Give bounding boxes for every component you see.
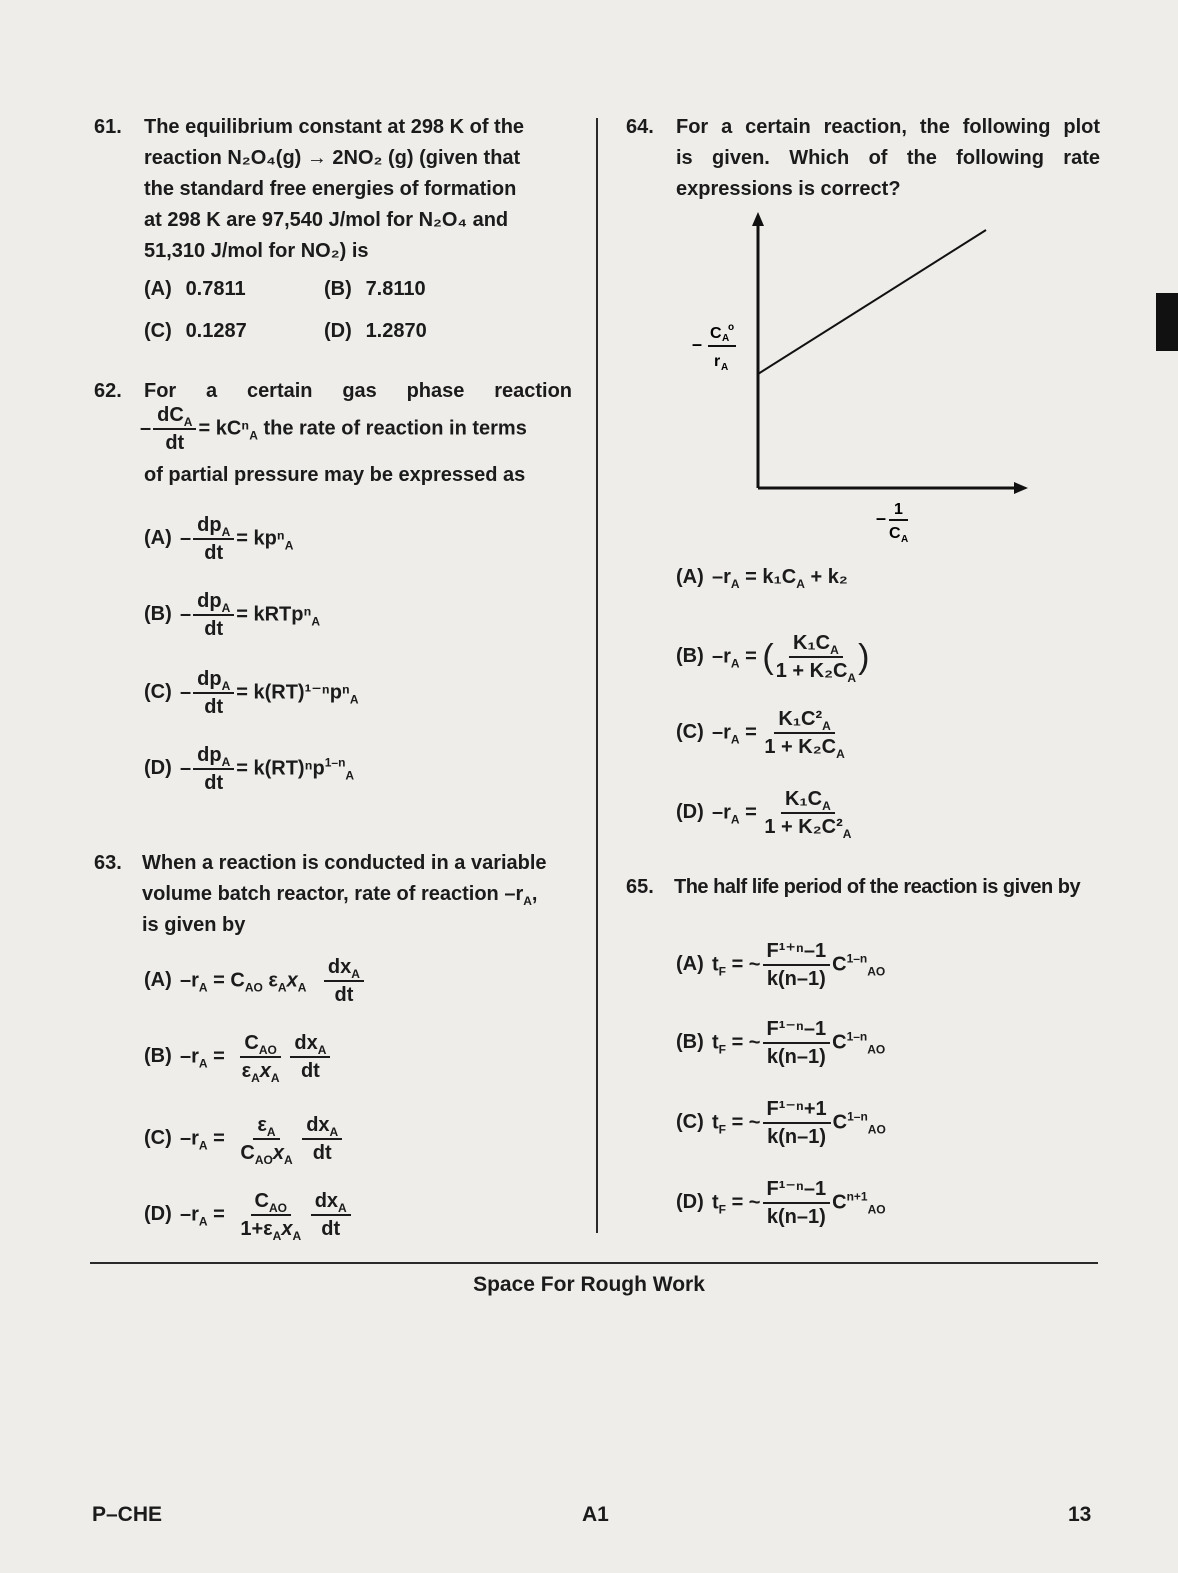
option-label: (A) (144, 278, 172, 300)
question-number: 65. (626, 876, 654, 898)
question-text (142, 848, 570, 941)
x-axis-label-den: C (889, 525, 901, 542)
option-a[interactable]: (A) $-r_A = k_1C_A + k_2$ (676, 566, 848, 591)
option-value: 7.8110 (365, 278, 426, 300)
question-text (144, 112, 572, 267)
question-line: When a reaction is conducted in a variable (142, 852, 547, 874)
option-d[interactable]: (D) $t_F$ = ~ $\frac{\text{F¹⁻ⁿ–1}}{k(n-1)}$ $C^{n+1}_{AO}$ (676, 1178, 886, 1228)
question-line: For a certain reaction, the following plot (676, 116, 1100, 138)
option-value: 1.2870 (365, 320, 427, 342)
option-c[interactable]: (C) $-r_A$ = $\frac{K_1C^2_A}{1 + K_2C_A}$ (676, 708, 845, 761)
question-text (676, 112, 1100, 205)
option-b[interactable]: (B) $-r_A$ = ( $\frac{K_1C_A}{1 + K_2C_A}$ ) (676, 632, 870, 685)
svg-text:A: A (722, 333, 730, 344)
option-d[interactable] (324, 316, 427, 347)
question-line: at 298 K are 97,540 J/mol for N₂O₄ and (144, 209, 509, 231)
question-line: volume batch reactor, rate of reaction $-r_A$, (142, 883, 538, 908)
rough-work-divider (90, 1262, 1098, 1264)
question-number: 63. (94, 852, 122, 874)
option-c[interactable]: (C) – $\frac{dp_A}{dt}$ = k(RT)¹⁻ⁿpⁿ$_A$ (144, 668, 359, 718)
question-line: of partial pressure may be expressed as (144, 464, 526, 486)
y-axis-label-den: r (714, 353, 721, 370)
svg-text:–: – (692, 334, 703, 354)
question-line: the standard free energies of formation (144, 178, 517, 200)
rough-work-heading: Space For Rough Work (473, 1273, 705, 1296)
option-label: (D) (324, 320, 352, 342)
rate-fraction: $\frac{dC_A}{dt}$ (153, 404, 196, 454)
rate-plot (686, 208, 1106, 553)
option-b[interactable]: (B) $-r_A$ = $\frac{C_{AO}}{\varepsilon_Ax_A}$ $\frac{dx_A}{dt}$ (144, 1032, 332, 1082)
option-a[interactable] (144, 274, 246, 305)
option-a[interactable]: (A) $-r_A = C_{AO}$ $\varepsilon_Ax_A$ $\frac{dx_A}{dt}$ (144, 956, 366, 1006)
option-label: (C) (144, 320, 172, 342)
svg-text:o: o (728, 322, 735, 333)
paper-code: P–CHE (92, 1503, 163, 1526)
page-edge-tab (1156, 293, 1178, 351)
question-number: 62. (94, 380, 122, 402)
option-b[interactable] (324, 274, 426, 305)
question-line: The equilibrium constant at 298 K of the (144, 116, 525, 138)
y-axis-arrow-icon (752, 212, 764, 226)
option-d[interactable]: (D) – $\frac{dp_A}{dt}$ = k(RT)ⁿp$^{1-n}_A$ (144, 744, 355, 794)
svg-text:–: – (876, 508, 887, 528)
x-axis-label-num: 1 (894, 501, 903, 518)
question-line: is given by (142, 914, 246, 936)
option-a[interactable]: (A) $t_F$ = ~ $\frac{\text{F¹⁺ⁿ–1}}{k(n-1)}$ $C^{1-n}_{AO}$ (676, 940, 886, 990)
question-line: expressions is correct? (676, 178, 901, 200)
question-text: The half life period of the reaction is given by (674, 876, 1081, 898)
column-divider (596, 118, 598, 1233)
series-code: A1 (582, 1503, 609, 1526)
option-label: (B) (324, 278, 352, 300)
question-line: reaction N₂O₄(g) → 2NO₂ (g) (given that (144, 147, 521, 169)
option-c[interactable]: (C) $t_F$ = ~ $\frac{\text{F¹⁻ⁿ+1}}{k(n-1)}$ $C^{1-n}_{AO}$ (676, 1098, 886, 1148)
question-line: is given. Which of the following rate (676, 147, 1100, 169)
plot-line (758, 230, 986, 374)
option-a[interactable]: (A) – $\frac{dp_A}{dt}$ = kpⁿ$_A$ (144, 514, 294, 564)
svg-text:A: A (901, 534, 909, 545)
option-b[interactable]: (B) – $\frac{dp_A}{dt}$ = kRTpⁿ$_A$ (144, 590, 321, 640)
option-d[interactable]: (D) $-r_A$ = $\frac{C_{AO}}{1+\varepsilon_Ax_A}$ $\frac{dx_A}{dt}$ (144, 1190, 353, 1240)
page-number: 13 (1068, 1503, 1092, 1526)
option-value: 0.7811 (185, 278, 246, 300)
question-line: For a certain gas phase reaction (144, 380, 572, 402)
question-number: 64. (626, 116, 654, 138)
option-d[interactable]: (D) $-r_A$ = $\frac{K_1C_A}{1 + K_2C^2_A}$ (676, 788, 852, 841)
rate-equation: – $\frac{dC_A}{dt}$ = kCⁿ$_A$ the rate of reaction in terms (140, 404, 527, 454)
option-b[interactable]: (B) $t_F$ = ~ $\frac{\text{F¹⁻ⁿ–1}}{k(n-1)}$ $C^{1-n}_{AO}$ (676, 1018, 886, 1068)
svg-text:A: A (721, 362, 729, 373)
x-axis-arrow-icon (1014, 482, 1028, 494)
option-c[interactable] (144, 316, 247, 347)
option-value: 0.1287 (185, 320, 247, 342)
y-axis-label-num: C (710, 325, 722, 342)
question-line: 51,310 J/mol for NO₂) is (144, 240, 369, 262)
question-number: 61. (94, 116, 122, 138)
option-c[interactable]: (C) $-r_A$ = $\frac{\varepsilon_A}{C_{AO}x_A}$ $\frac{dx_A}{dt}$ (144, 1114, 344, 1164)
